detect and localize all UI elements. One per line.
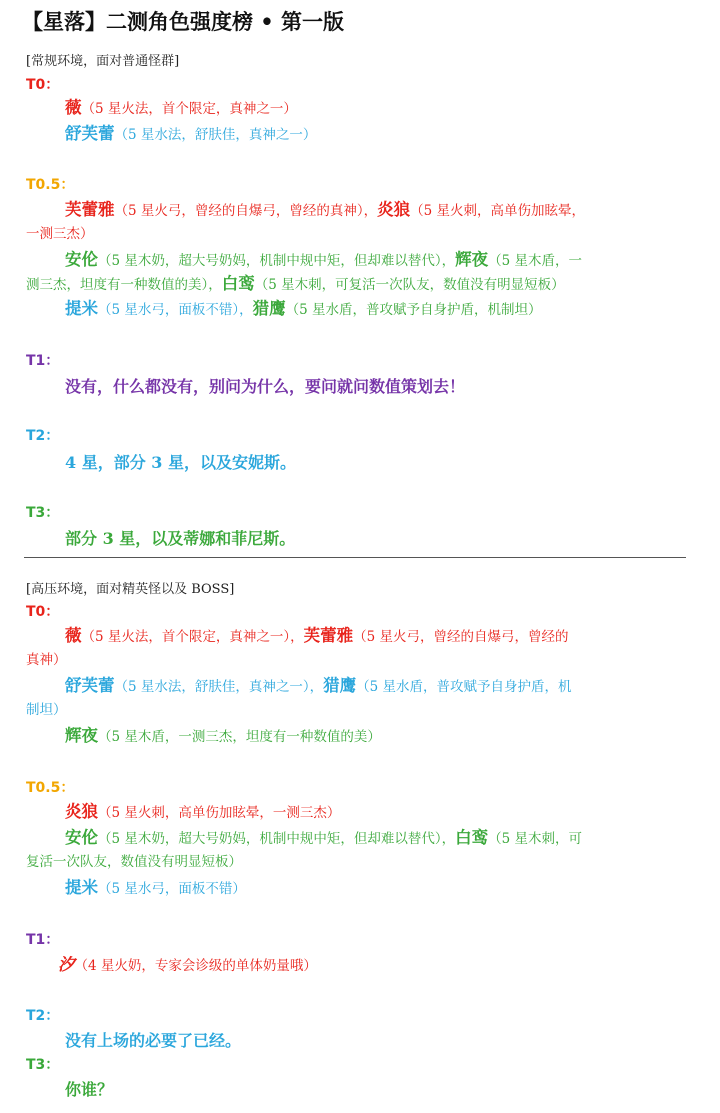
character-name: 炎狼 (65, 802, 98, 821)
character-name: 白鸾 (221, 274, 255, 293)
character-desc: （5 星木刺，可复活一次队友，数值没有明显短板） (254, 277, 565, 293)
section1-t3-label: T3： (26, 505, 60, 521)
section1-t0-label: T0： (26, 77, 60, 93)
section2-t0-line-2: 真神） (26, 652, 67, 668)
section1-heading: [常规环境，面对普通怪群] (26, 54, 180, 69)
section2-t05-line-2 (26, 826, 698, 851)
character-desc: （5 星火弓，曾经的自爆弓，曾经的真神）， (114, 203, 378, 219)
section-divider (24, 557, 686, 558)
character-desc: （5 星火弓，曾经的自爆弓，曾经的 (353, 629, 569, 645)
section2-t0-label: T0： (26, 604, 60, 620)
character-name: 提米 (65, 878, 98, 897)
character-name: 辉夜 (455, 250, 489, 269)
character-desc: （5 星木刺，可 (488, 831, 583, 847)
section1-t2-text: 4 星，部分 3 星，以及安妮斯。 (65, 453, 296, 472)
section2-t2-label: T2： (26, 1008, 60, 1024)
section1-t0-entry-wei (26, 96, 698, 121)
character-name: 猎鹰 (252, 299, 286, 318)
character-name: 辉夜 (65, 726, 98, 745)
section1-t1-text: 没有，什么都没有，别问为什么，要问就问数值策划去！ (65, 377, 466, 396)
section2-t1-label: T1： (26, 932, 60, 948)
section2-t2-text: 没有上场的必要了已经。 (65, 1031, 242, 1050)
character-desc: （5 星水弓，面板不错） (98, 881, 246, 897)
document-title: 【星落】二测角色强度榜 • 第一版 (22, 9, 345, 34)
character-name: 芙蕾雅 (65, 200, 115, 219)
character-desc: （5 星木奶，超大号奶妈，机制中规中矩，但却难以替代）， (98, 253, 456, 269)
character-desc: （5 星水法，舒肤佳，真神之一） (114, 127, 317, 143)
character-desc: （5 星火刺，高单伤加眩晕，一测三杰） (98, 805, 341, 821)
character-name: 薇 (65, 626, 82, 645)
section2-t05-line-1 (26, 800, 698, 825)
character-name: 白鸾 (455, 828, 489, 847)
section1-t3-text: 部分 3 星，以及蒂娜和菲尼斯。 (65, 529, 296, 548)
character-desc: （5 星火刺，高单伤加眩晕， (410, 203, 586, 219)
section2-t05-label: T0.5： (26, 780, 75, 796)
section1-t0-entry-shufu (26, 122, 698, 147)
section1-t2-label: T2： (26, 428, 60, 444)
character-desc: （5 星水法，舒肤佳，真神之一）， (114, 679, 324, 695)
section2-t3-label: T3： (26, 1057, 60, 1073)
character-desc: （5 星木盾，一测三杰，坦度有一种数值的美） (98, 729, 381, 745)
character-name: 薇 (65, 98, 82, 117)
character-desc: （5 星火法，首个限定，真神之一） (81, 101, 297, 117)
section2-t0-line-4: 制坦） (26, 702, 67, 718)
character-name: 芙蕾雅 (303, 626, 354, 645)
section2-t0-line-1 (26, 624, 698, 649)
character-desc: （5 星木盾，一 (488, 253, 583, 269)
character-name: 安伦 (65, 828, 98, 847)
character-desc: 测三杰，坦度有一种数值的美）， (26, 277, 222, 293)
section2-t05-line-4 (26, 876, 698, 901)
character-name: 猎鹰 (323, 676, 357, 695)
character-desc: （5 星水弓，面板不错）， (98, 302, 253, 318)
character-name: 舒芙蕾 (65, 124, 115, 143)
section1-t05-line-1 (26, 198, 698, 223)
section2-t0-line-3 (26, 674, 698, 699)
character-name: 舒芙蕾 (65, 676, 115, 695)
character-name: 提米 (65, 299, 98, 318)
character-name: 安伦 (65, 250, 98, 269)
section1-t1-label: T1： (26, 353, 60, 369)
character-name: 炎狼 (377, 200, 411, 219)
section1-t05-label: T0.5： (26, 177, 75, 193)
section2-t1-entry-xi (26, 953, 698, 978)
section1-t05-line-3 (26, 248, 698, 273)
character-desc: （5 星水盾，普攻赋予自身护盾，机 (356, 679, 572, 695)
section2-t05-line-3: 复活一次队友，数值没有明显短板） (26, 854, 242, 870)
section2-t3-text: 你谁？ (65, 1080, 114, 1099)
character-desc: （5 星水盾，普攻赋予自身护盾，机制坦） (285, 302, 542, 318)
section1-t05-line-4 (26, 272, 698, 297)
character-desc: （5 星火法，首个限定，真神之一）， (81, 629, 304, 645)
character-desc: （5 星木奶，超大号奶妈，机制中规中矩，但却难以替代）， (98, 831, 456, 847)
section2-heading: [高压环境，面对精英怪以及 BOSS] (26, 582, 235, 597)
character-name: 汐 (58, 955, 75, 974)
section2-t0-line-5 (26, 724, 698, 749)
character-desc: （4 星火奶，专家会诊级的单体奶量哦） (74, 958, 317, 974)
section1-t05-line-2: 一测三杰） (26, 226, 94, 242)
section1-t05-line-5 (26, 297, 698, 322)
